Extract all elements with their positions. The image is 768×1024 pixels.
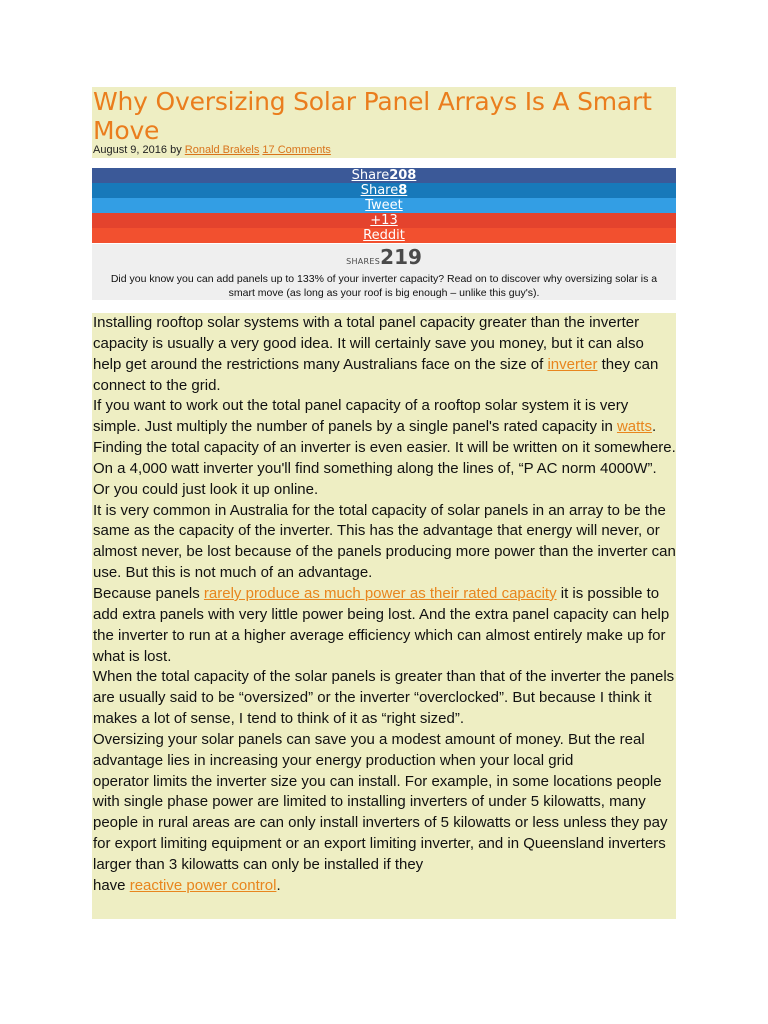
facebook-share-button[interactable]: [92, 168, 676, 183]
paragraph-7: [92, 730, 676, 897]
paragraph-5-tail: it is possible to add extra panels with very little power being lost. And the extra panel capacity can help the inverter to run at a higher average efficiency which can almost entirely make up for what is lost.: [93, 584, 670, 665]
article-title: Why Oversizing Solar Panel Arrays Is A Smart Move: [93, 87, 652, 145]
by-label: by: [170, 144, 182, 156]
paragraph-1: [92, 313, 676, 396]
paragraph-3: Finding the total capacity of an inverter is even easier. It will be written on it somewhere. On a 4,000 watt inverter you'll find something along the lines of, “P AC norm 4000W”. Or you could just look it up online.: [93, 439, 676, 498]
image-caption: Did you know you can add panels up to 133% of your inverter capacity? Read on to discover why oversizing solar is a smart move (as long as your roof is big enough – unlike this guy's).: [110, 273, 658, 299]
paragraph-7-text-2: operator limits the inverter size you can install. For example, in some locations people with single phase power are limited to installing inverters of under 5 kilowatts, many people in rural areas are can only install inverters of 5 kilowatts or less unless they pay for export limiting equipment or an export limiting inverter, and in Queensland inverters larger than 3 kilowatts can only be installed if they: [93, 772, 668, 873]
linkedin-share-count: 8: [398, 183, 408, 198]
reddit-share-button[interactable]: [92, 228, 676, 243]
rated-capacity-link[interactable]: rarely produce as much power as their rated capacity: [203, 584, 557, 602]
linkedin-share-label: Share: [360, 183, 399, 198]
comments-link[interactable]: 17 Comments: [262, 144, 331, 156]
facebook-share-label: Share: [351, 168, 390, 183]
tweet-label: Tweet: [365, 198, 403, 213]
linkedin-share-button[interactable]: [92, 183, 676, 198]
paragraph-2: [92, 396, 676, 438]
inverter-link[interactable]: inverter: [547, 355, 598, 373]
shares-count: 219: [380, 245, 422, 269]
shares-label: SHARES: [346, 257, 381, 266]
article-body: [92, 313, 676, 919]
share-total-panel: [92, 244, 676, 300]
post-date: August 9, 2016: [93, 144, 168, 156]
reactive-power-control-link[interactable]: reactive power control: [129, 876, 277, 894]
google-plus-label: +13: [370, 213, 398, 228]
article-meta: [92, 144, 676, 157]
reddit-label: Reddit: [363, 228, 405, 243]
author-link[interactable]: Ronald Brakels: [184, 144, 260, 156]
paragraph-2-text: If you want to work out the total panel capacity of a rooftop solar system it is very simple. Just multiply the number of panels by a single panel's rated capacity in: [93, 397, 629, 436]
google-plus-button[interactable]: [92, 213, 676, 228]
paragraph-4: It is very common in Australia for the total capacity of solar panels in an array to be the same as the capacity of the inverter. This has the advantage that energy will never, or almost never, be lost because of the panels producing more power than the inverter can use. But this is not much of an advantage.: [93, 501, 676, 582]
paragraph-5: [92, 584, 676, 667]
paragraph-7-text: Oversizing your solar panels can save you a modest amount of money. But the real advantage lies in increasing your energy production when your local grid: [93, 730, 645, 769]
paragraph-2-tail: .: [651, 418, 657, 436]
tweet-button[interactable]: [92, 198, 676, 213]
paragraph-7-tail: .: [276, 876, 281, 894]
paragraph-5-text: Because panels: [93, 584, 204, 602]
paragraph-7-text-3: have: [93, 876, 130, 894]
article-header: [92, 87, 676, 158]
watts-link[interactable]: watts: [616, 418, 652, 436]
paragraph-1-tail: they can connect to the grid.: [93, 355, 659, 394]
facebook-share-count: 208: [389, 168, 417, 183]
share-total: [92, 244, 676, 270]
share-bar: [92, 168, 676, 243]
paragraph-6: When the total capacity of the solar panels is greater than that of the inverter the panels are usually said to be “oversized” or the inverter “overclocked”. But because I think it makes a lot of sense, I tend to think of it as “right sized”.: [93, 668, 675, 728]
paragraph-1-text: Installing rooftop solar systems with a total panel capacity greater than the inverter capacity is usually a very good idea. It will certainly save you money, but it can also help get around the restrictions many Australians face on the size of: [93, 314, 644, 373]
